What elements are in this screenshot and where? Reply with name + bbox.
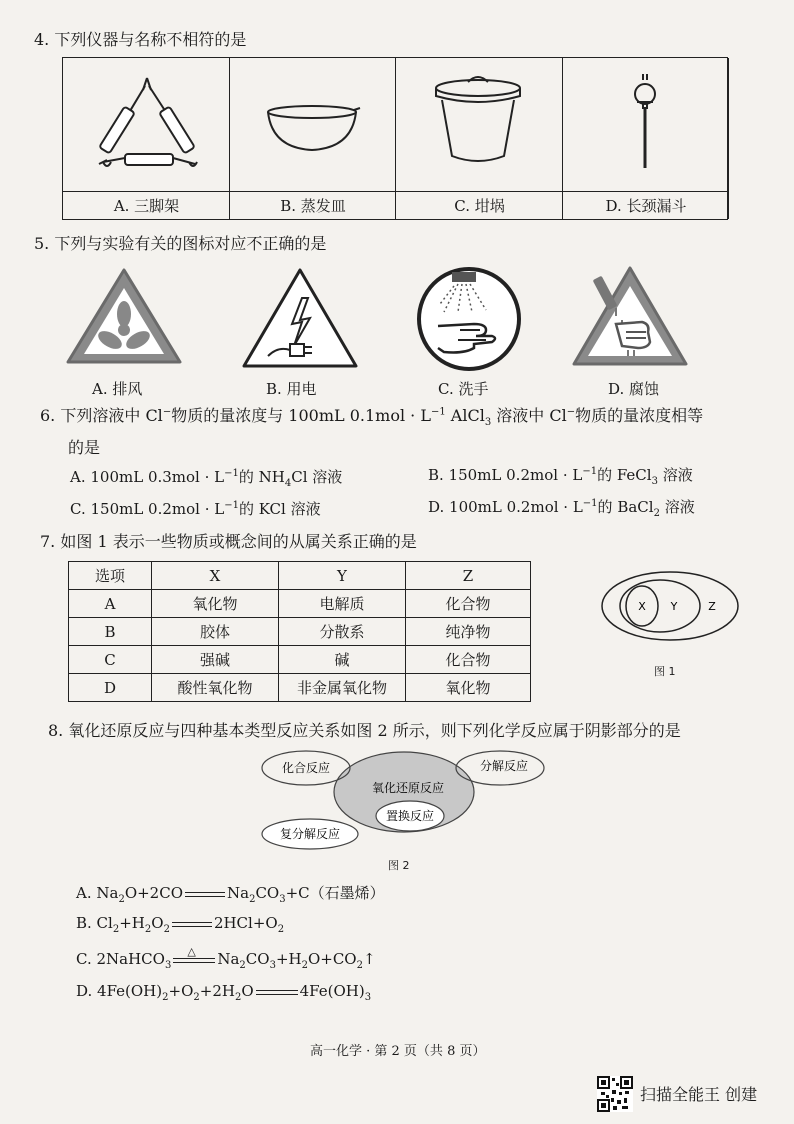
venn-y-label: Y bbox=[670, 600, 678, 613]
q4-option-d-label: D. 长颈漏斗 bbox=[563, 191, 729, 220]
q4-stem: 4. 下列仪器与名称不相符的是 bbox=[34, 30, 247, 49]
figure-1-venn bbox=[598, 568, 748, 658]
q8-stem: 8. 氧化还原反应与四种基本类型反应关系如图 2 所示，则下列化学反应属于阴影部分的是 bbox=[48, 721, 681, 740]
table-cell: 化合物 bbox=[406, 590, 531, 618]
table-row bbox=[69, 674, 531, 702]
table-header-cell: 选项 bbox=[69, 562, 152, 590]
figure-2-diagram bbox=[260, 748, 550, 852]
table-header-cell: Y bbox=[279, 562, 406, 590]
q7-stem: 7. 如图 1 表示一些物质或概念间的从属关系正确的是 bbox=[40, 532, 417, 551]
venn-z-label: Z bbox=[708, 600, 716, 613]
table-cell: 胶体 bbox=[152, 618, 279, 646]
q6-option-c: C. 150mL $0.2mol \cdot L^{-1}$的 KCl 溶液 bbox=[70, 500, 321, 518]
double-decomposition-label: 复分解反应 bbox=[279, 827, 341, 841]
figure-1-caption: 图 1 bbox=[654, 665, 676, 678]
table-cell: C bbox=[69, 646, 152, 674]
q6-option-b: B. 150mL $0.2mol \cdot L^{-1}$的 FeCl$_3$ 溶液 bbox=[428, 466, 693, 487]
table-cell: 非金属氧化物 bbox=[279, 674, 406, 702]
table-cell: B bbox=[69, 618, 152, 646]
q4-option-c-label: C. 坩埚 bbox=[396, 191, 563, 220]
table-cell: D bbox=[69, 674, 152, 702]
q8-option-d: D. $4Fe(OH)_2+O_2+2H_2O$ $4Fe(OH)_3$ bbox=[76, 982, 372, 1003]
table-cell: 电解质 bbox=[279, 590, 406, 618]
wash-hands-icon bbox=[414, 264, 524, 374]
table-header-cell: X bbox=[152, 562, 279, 590]
scanner-brand-text: 扫描全能王 创建 bbox=[640, 1085, 758, 1104]
q4-option-a-label: A. 三脚架 bbox=[63, 191, 230, 220]
q6-stem-line2: 的是 bbox=[68, 438, 101, 457]
corrosion-icon bbox=[568, 262, 693, 374]
q7-table bbox=[68, 561, 531, 702]
table-header-row bbox=[69, 562, 531, 590]
long-neck-funnel-icon bbox=[563, 58, 727, 190]
venn-y-ellipse bbox=[620, 580, 700, 632]
table-cell: 氧化物 bbox=[406, 674, 531, 702]
q5-option-b: B. 用电 bbox=[266, 380, 317, 398]
table-row bbox=[69, 590, 531, 618]
q5-option-c: C. 洗手 bbox=[438, 380, 489, 398]
electricity-plug-icon bbox=[238, 264, 363, 374]
q6-option-a: A. 100mL $0.3mol \cdot L^{-1}$的 $NH_4Cl$ 溶液 bbox=[70, 468, 343, 489]
q8-option-a: A. $Na_2O+2CO$ $Na_2CO_3+C$（石墨烯） bbox=[76, 884, 385, 905]
equals-sign bbox=[172, 922, 212, 927]
q8-option-c: C. 2NaHCO$_3$ △ $Na_2CO_3+H_2O+CO_2↑$ bbox=[76, 950, 376, 969]
table-cell: 强碱 bbox=[152, 646, 279, 674]
equals-sign bbox=[256, 990, 298, 995]
q8-option-b: B. $Cl_2+H_2O_2$ $2HCl+O_2$ bbox=[76, 914, 285, 935]
q4-apparatus-table bbox=[62, 57, 728, 220]
heat-symbol: △ bbox=[187, 944, 196, 958]
redox-label: 氧化还原反应 bbox=[371, 781, 445, 795]
q5-option-d: D. 腐蚀 bbox=[608, 380, 660, 398]
q5-option-a: A. 排风 bbox=[92, 380, 143, 398]
pipe-clay-triangle-icon bbox=[63, 58, 228, 190]
figure-2-caption: 图 2 bbox=[388, 859, 410, 872]
table-cell: 酸性氧化物 bbox=[152, 674, 279, 702]
q4-option-b-label: B. 蒸发皿 bbox=[230, 191, 396, 220]
q6-option-d: D. 100mL $0.2mol \cdot L^{-1}$的 BaCl$_2$ 溶液 bbox=[428, 498, 695, 519]
table-cell: 氧化物 bbox=[152, 590, 279, 618]
evaporating-dish-icon bbox=[230, 58, 394, 190]
heat-equals-sign bbox=[173, 944, 215, 963]
table-row bbox=[69, 646, 531, 674]
table-cell: 碱 bbox=[279, 646, 406, 674]
table-cell: 分散系 bbox=[279, 618, 406, 646]
combination-label: 化合反应 bbox=[281, 761, 331, 775]
q6-stem: 6. 下列溶液中 Cl−物质的量浓度与 100mL $0.1mol \cdot L^{-1}$ AlCl$_3$ 溶液中 Cl−物质的量浓度相等 bbox=[40, 406, 704, 429]
table-cell: A bbox=[69, 590, 152, 618]
table-header-cell: Z bbox=[406, 562, 531, 590]
crucible-icon bbox=[396, 58, 561, 190]
table-cell: 纯净物 bbox=[406, 618, 531, 646]
displacement-label: 置换反应 bbox=[385, 809, 435, 823]
ventilation-fan-icon bbox=[62, 262, 187, 372]
page-footer: 高一化学 · 第 2 页（共 8 页） bbox=[310, 1044, 486, 1059]
table-cell: 化合物 bbox=[406, 646, 531, 674]
equals-sign bbox=[185, 892, 225, 897]
q5-stem: 5. 下列与实验有关的图标对应不正确的是 bbox=[34, 234, 327, 253]
table-row bbox=[69, 618, 531, 646]
qr-code-icon bbox=[597, 1076, 633, 1112]
decomposition-label: 分解反应 bbox=[479, 759, 529, 773]
venn-x-label: X bbox=[638, 600, 646, 613]
